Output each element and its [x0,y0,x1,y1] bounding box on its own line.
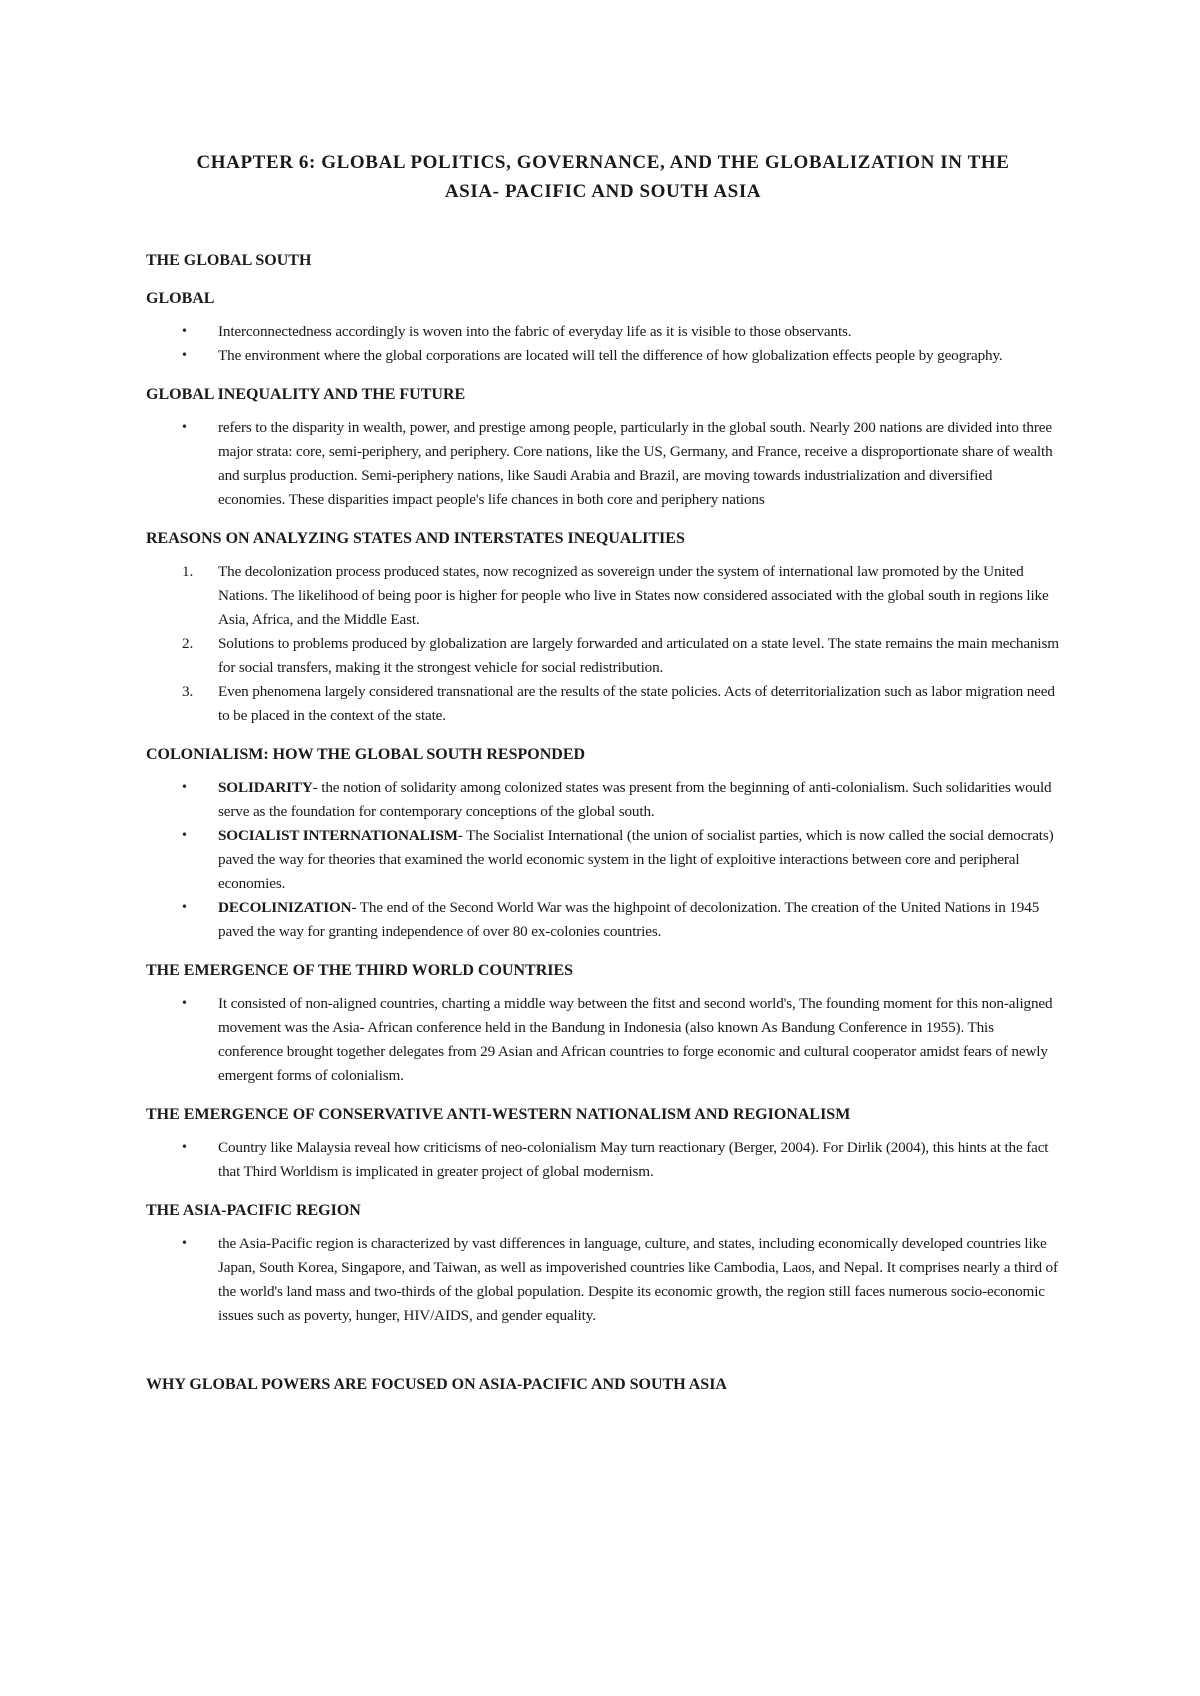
list-number: 2. [182,635,194,652]
bullet-icon: • [182,828,187,843]
term-decolinization: DECOLINIZATION [218,899,352,916]
heading-global-south: THE GLOBAL SOUTH [146,252,312,269]
global-list [146,320,1060,368]
bullet-icon: • [182,996,187,1011]
list-item-text: The decolonization process produced states, now recognized as sovereign under the system of international law promoted by the United Nations. The likelihood of being poor is higher for people who live in States now considered associated with the global south in regions like Asia, Africa, and the Middle East. [218,563,1049,628]
nationalism-list [146,1136,1060,1184]
heading-nationalism: THE EMERGENCE OF CONSERVATIVE ANTI-WESTERN NATIONALISM AND REGIONALISM [146,1106,851,1123]
heading-global: GLOBAL [146,290,215,307]
list-item [146,320,1060,344]
heading-third-world: THE EMERGENCE OF THE THIRD WORLD COUNTRIES [146,962,574,979]
heading-global-powers: WHY GLOBAL POWERS ARE FOCUSED ON ASIA-PACIFIC AND SOUTH ASIA [146,1376,727,1393]
inequality-list [146,416,1060,512]
chapter-title [146,148,1060,206]
third-world-list [146,992,1060,1088]
bullet-icon: • [182,1140,187,1155]
bullet-icon: • [182,420,187,435]
list-item [146,1136,1060,1184]
list-number: 3. [182,683,194,700]
list-item [146,1232,1060,1328]
list-item-text: Interconnectedness accordingly is woven into the fabric of everyday life as it is visible to those observants. [218,323,852,340]
chapter-title-line-1: CHAPTER 6: GLOBAL POLITICS, GOVERNANCE, AND THE GLOBALIZATION IN THE [196,152,1010,173]
reasons-list [146,560,1060,728]
list-item [146,680,1060,728]
heading-colonialism: COLONIALISM: HOW THE GLOBAL SOUTH RESPONDED [146,746,586,763]
colonialism-list [146,776,1060,944]
bullet-icon: • [182,348,187,363]
bullet-icon: • [182,900,187,915]
heading-global-inequality: GLOBAL INEQUALITY AND THE FUTURE [146,386,466,403]
list-item-text: Even phenomena largely considered transnational are the results of the state policies. Acts of deterritorialization such as labor migration need to be placed in the context of the state. [218,683,1055,724]
heading-asia-pacific: THE ASIA-PACIFIC REGION [146,1202,361,1219]
list-item [146,824,1060,896]
term-socialist-internationalism: SOCIALIST INTERNATIONALISM [218,827,458,844]
list-item-text: refers to the disparity in wealth, power, and prestige among people, particularly in the global south. Nearly 200 nations are divided into three major strata: core, semi-periphery, and periphery. Core nations, like the US, Germany, and France, receive a disproportionate share of wealth and surplus production. Semi-periphery nations, like Saudi Arabia and Brazil, are moving towards industrialization and diversified economies. These disparities impact people's life chances in both core and periphery nations [218,419,1053,508]
list-item [146,896,1060,944]
document-body [146,250,1060,1396]
list-item-text: - The end of the Second World War was the highpoint of decolonization. The creation of the United Nations in 1945 paved the way for granting independence of over 80 ex-colonies countries. [218,899,1040,940]
list-item-text: Solutions to problems produced by globalization are largely forwarded and articulated on a state level. The state remains the main mechanism for social transfers, making it the strongest vehicle for social redistribution. [218,635,1059,676]
list-item [146,344,1060,368]
list-item [146,776,1060,824]
bullet-icon: • [182,780,187,795]
list-item [146,632,1060,680]
term-solidarity: SOLIDARITY [218,779,313,796]
heading-reasons: REASONS ON ANALYZING STATES AND INTERSTATES INEQUALITIES [146,530,685,547]
chapter-title-line-2: ASIA- PACIFIC AND SOUTH ASIA [444,181,762,202]
list-item-text: It consisted of non-aligned countries, charting a middle way between the fitst and second world's, The founding moment for this non-aligned movement was the Asia- African conference held in the Bandung in Indonesia (also known As Bandung Conference in 1955). This conference brought together delegates from 29 Asian and African countries to forge economic and cultural cooperator amidst fears of newly emergent forms of colonialism. [218,995,1053,1084]
bullet-icon: • [182,1236,187,1251]
list-item [146,560,1060,632]
list-item-text: the Asia-Pacific region is characterized by vast differences in language, culture, and states, including economically developed countries like Japan, South Korea, Singapore, and Taiwan, as well as impoverished countries like Cambodia, Laos, and Nepal. It comprises nearly a third of the world's land mass and two-thirds of the global population. Despite its economic growth, the region still faces numerous socio-economic issues such as poverty, hunger, HIV/AIDS, and gender equality. [218,1235,1058,1324]
list-item-text: - The Socialist International (the union of socialist parties, which is now called the social democrats) paved the way for theories that examined the world economic system in the light of exploitive interactions between core and peripheral economies. [218,827,1054,892]
list-item-text: Country like Malaysia reveal how criticisms of neo-colonialism May turn reactionary (Berger, 2004). For Dirlik (2004), this hints at the fact that Third Worldism is implicated in greater project of global modernism. [218,1139,1049,1180]
list-number: 1. [182,563,194,580]
list-item [146,416,1060,512]
asia-pacific-list [146,1232,1060,1328]
list-item-text: The environment where the global corporations are located will tell the difference of how globalization effects people by geography. [218,347,1003,364]
bullet-icon: • [182,324,187,339]
list-item [146,992,1060,1088]
list-item-text: - the notion of solidarity among colonized states was present from the beginning of anti-colonialism. Such solidarities would serve as the foundation for contemporary conceptions of the global south. [218,779,1052,820]
